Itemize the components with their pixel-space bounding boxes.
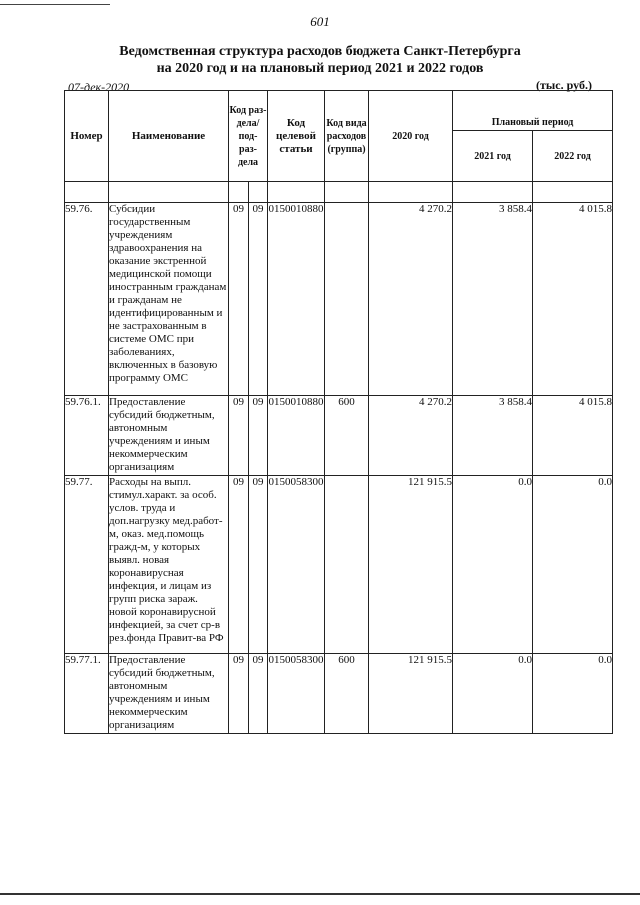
row-number: 59.77.1.: [65, 654, 109, 734]
row-target: 0150010880: [268, 396, 325, 476]
row-2021: 0.0: [453, 654, 533, 734]
units-label: (тыс. руб.): [536, 78, 592, 92]
row-subsection: 09: [249, 654, 268, 734]
row-expense-type: 600: [325, 654, 369, 734]
top-rule: [0, 4, 110, 5]
row-subsection: 09: [249, 203, 268, 396]
row-name: Субсидии государственным учреждениям здравоохранения на оказание экстренной медицинской помощи иностранным гражданам и гражданам не идентифицированным и не застрахованным в системе ОМС при заболеваниях, включенных в базовую программу ОМС: [109, 203, 229, 396]
row-section: 09: [229, 654, 249, 734]
bottom-rule: [0, 893, 640, 895]
document-title: [40, 43, 600, 77]
row-section: 09: [229, 396, 249, 476]
row-number: 59.76.1.: [65, 396, 109, 476]
header-2020: 2020 год: [369, 91, 453, 182]
row-target: 0150058300: [268, 476, 325, 654]
title-line-2: на 2020 год и на плановый период 2021 и 2022 годов: [156, 61, 484, 76]
header-name: Наименование: [109, 91, 229, 182]
row-name: Расходы на выпл. стимул.характ. за особ. услов. труда и доп.нагрузку мед.работ-м, оказ. мед.помощь гражд-м, у которых выявл. новая коронавирусная инфекция, и лицам из групп риска зараж. новой коронавирусной инфекцией, за счет ср-в рез.фонда Правит-ва РФ: [109, 476, 229, 654]
row-name: Предоставление субсидий бюджетным, автономным учреждениям и иным некоммерческим организациям: [109, 654, 229, 734]
row-2021: 3 858.4: [453, 203, 533, 396]
row-2022: 4 015.8: [533, 396, 613, 476]
row-target: 0150010880: [268, 203, 325, 396]
document-date: 07-дек-2020: [68, 80, 130, 94]
header-2021: 2021 год: [453, 131, 533, 182]
row-name: Предоставление субсидий бюджетным, автономным учреждениям и иным некоммерческим организациям: [109, 396, 229, 476]
header-planned-period: Плановый период: [453, 91, 613, 131]
table-row: [65, 654, 613, 734]
budget-table: [64, 90, 613, 734]
table-row: [65, 396, 613, 476]
header-2022: 2022 год: [533, 131, 613, 182]
row-section: 09: [229, 203, 249, 396]
row-2022: 0.0: [533, 476, 613, 654]
table-row: [65, 476, 613, 654]
row-expense-type: [325, 203, 369, 396]
row-number: 59.77.: [65, 476, 109, 654]
title-line-1: Ведомственная структура расходов бюджета Санкт-Петербурга: [119, 44, 521, 59]
row-2021: 3 858.4: [453, 396, 533, 476]
row-2020: 121 915.5: [369, 476, 453, 654]
header-target: Код целевой статьи: [268, 91, 325, 182]
header-number: Номер: [65, 91, 109, 182]
row-section: 09: [229, 476, 249, 654]
row-expense-type: [325, 476, 369, 654]
header-expense-type: Код вида расходов (группа): [325, 91, 369, 182]
header-row: [65, 91, 613, 131]
row-expense-type: 600: [325, 396, 369, 476]
row-subsection: 09: [249, 396, 268, 476]
row-2020: 121 915.5: [369, 654, 453, 734]
table-row: [65, 203, 613, 396]
row-2022: 0.0: [533, 654, 613, 734]
row-2022: 4 015.8: [533, 203, 613, 396]
header-section: Код раз- дела/ под- раз- дела: [229, 91, 268, 182]
row-2021: 0.0: [453, 476, 533, 654]
spacer-row: [65, 182, 613, 203]
page-number: 601: [310, 14, 330, 29]
row-number: 59.76.: [65, 203, 109, 396]
row-subsection: 09: [249, 476, 268, 654]
row-target: 0150058300: [268, 654, 325, 734]
row-2020: 4 270.2: [369, 396, 453, 476]
row-2020: 4 270.2: [369, 203, 453, 396]
